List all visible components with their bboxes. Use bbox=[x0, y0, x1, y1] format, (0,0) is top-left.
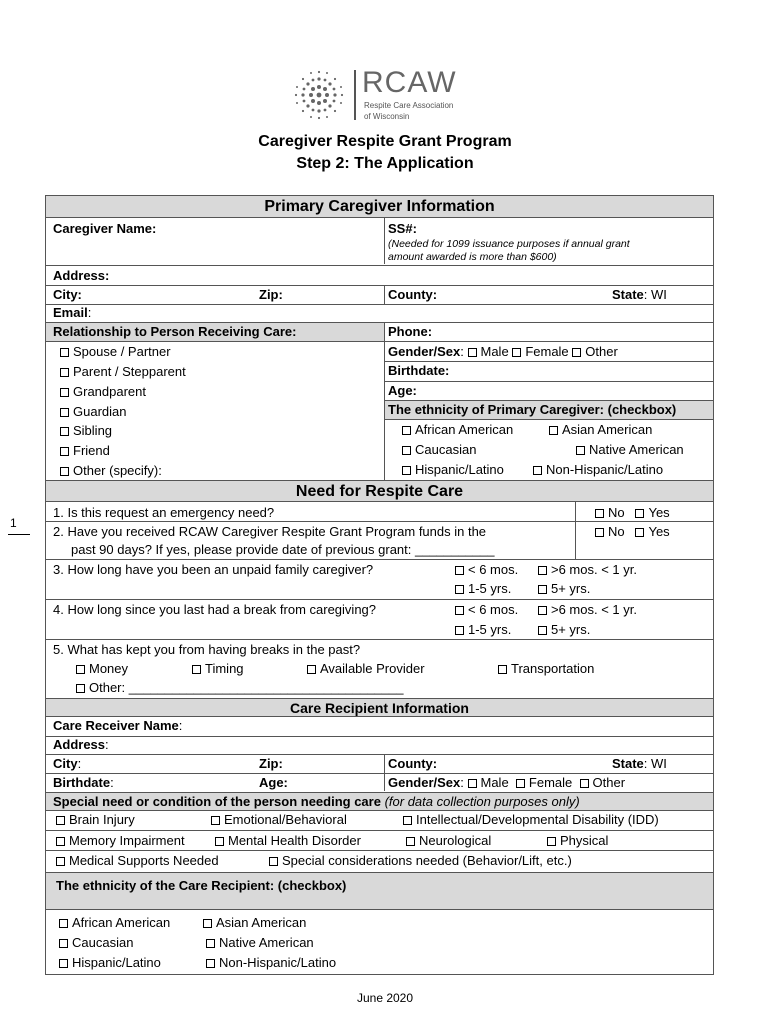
checkbox[interactable] bbox=[402, 426, 411, 435]
checkbox[interactable] bbox=[403, 816, 412, 825]
logo-subtitle-1: Respite Care Association bbox=[364, 101, 454, 110]
special-option[interactable]: Physical bbox=[547, 833, 608, 849]
relationship-option[interactable]: Other (specify): bbox=[60, 463, 162, 479]
checkbox[interactable] bbox=[635, 509, 644, 518]
receiver-address-field[interactable]: Address: bbox=[53, 737, 109, 752]
recipient-ethnicity-option[interactable]: Hispanic/Latino bbox=[59, 955, 161, 971]
county-label[interactable]: County: bbox=[388, 287, 438, 302]
q2-text-1: 2. Have you received RCAW Caregiver Respite Grant Program funds in the bbox=[53, 524, 487, 539]
checkbox[interactable] bbox=[60, 447, 69, 456]
duration-option[interactable]: >6 mos. < 1 yr. bbox=[538, 562, 637, 578]
ss-label[interactable]: SS#: bbox=[388, 221, 417, 236]
duration-option[interactable]: 5+ yrs. bbox=[538, 581, 590, 597]
state-value: : WI bbox=[643, 287, 667, 302]
recipient-ethnicity-option[interactable]: African American bbox=[59, 915, 170, 931]
checkbox[interactable] bbox=[59, 939, 68, 948]
checkbox[interactable] bbox=[60, 368, 69, 377]
checkbox[interactable] bbox=[60, 388, 69, 397]
recipient-ethnicity-option[interactable]: Non-Hispanic/Latino bbox=[206, 955, 336, 971]
special-option[interactable]: Mental Health Disorder bbox=[215, 833, 361, 849]
gender-field: Gender/Sex: Male Female Other bbox=[388, 344, 618, 359]
q5-text: 5. What has kept you from having breaks in the past? bbox=[53, 642, 361, 657]
checkbox[interactable] bbox=[538, 606, 547, 615]
ethnicity-option[interactable]: Non-Hispanic/Latino bbox=[533, 462, 663, 478]
checkbox[interactable] bbox=[215, 837, 224, 846]
q4-text: 4. How long since you last had a break from caregiving? bbox=[53, 602, 377, 617]
relationship-option[interactable]: Friend bbox=[60, 443, 110, 459]
state-label: State bbox=[612, 287, 644, 302]
special-option[interactable]: Memory Impairment bbox=[56, 833, 185, 849]
special-option[interactable]: Intellectual/Developmental Disability (IDD) bbox=[403, 812, 659, 828]
checkbox[interactable] bbox=[533, 466, 542, 475]
ethnicity-option[interactable]: African American bbox=[402, 422, 513, 438]
q2-text-2[interactable]: past 90 days? If yes, please provide date of previous grant: ___________ bbox=[71, 542, 495, 557]
receiver-age-label[interactable]: Age: bbox=[259, 775, 288, 790]
recipient-heading: Care Recipient Information bbox=[46, 698, 713, 717]
checkbox[interactable] bbox=[60, 427, 69, 436]
special-option[interactable]: Brain Injury bbox=[56, 812, 135, 828]
recipient-ethnicity-option[interactable]: Native American bbox=[206, 935, 314, 951]
reason-option[interactable]: Timing bbox=[192, 661, 244, 677]
ethnicity-option[interactable]: Native American bbox=[576, 442, 684, 458]
zip-label[interactable]: Zip: bbox=[259, 287, 283, 302]
application-form bbox=[45, 195, 714, 975]
checkbox[interactable] bbox=[402, 466, 411, 475]
checkbox[interactable] bbox=[56, 837, 65, 846]
reason-option[interactable]: Available Provider bbox=[307, 661, 425, 677]
city-label[interactable]: City: bbox=[53, 287, 82, 302]
checkbox[interactable] bbox=[60, 348, 69, 357]
footnote-number: 1 bbox=[10, 516, 17, 530]
birthdate-label[interactable]: Birthdate: bbox=[388, 363, 450, 378]
checkbox[interactable] bbox=[468, 779, 477, 788]
relationship-option[interactable]: Guardian bbox=[60, 404, 126, 420]
page-title: Caregiver Respite Grant Program bbox=[258, 133, 512, 150]
checkbox[interactable] bbox=[516, 779, 525, 788]
checkbox[interactable] bbox=[203, 919, 212, 928]
need-heading: Need for Respite Care bbox=[46, 480, 713, 502]
checkbox[interactable] bbox=[59, 919, 68, 928]
q2-answers: No Yes bbox=[595, 524, 670, 540]
checkbox[interactable] bbox=[211, 816, 220, 825]
relationship-label: Relationship to Person Receiving Care: bbox=[53, 324, 297, 339]
receiver-birthdate-field[interactable]: Birthdate: bbox=[53, 775, 114, 790]
checkbox[interactable] bbox=[455, 585, 464, 594]
ethnicity-option[interactable]: Asian American bbox=[549, 422, 652, 438]
primary-caregiver-heading: Primary Caregiver Information bbox=[46, 196, 713, 218]
state-field bbox=[612, 287, 667, 303]
duration-option[interactable]: 1-5 yrs. bbox=[455, 622, 511, 638]
checkbox[interactable] bbox=[547, 837, 556, 846]
checkbox[interactable] bbox=[56, 857, 65, 866]
email-label: Email bbox=[53, 305, 88, 320]
checkbox[interactable] bbox=[406, 837, 415, 846]
q1-answers: No Yes bbox=[595, 505, 670, 521]
page-subtitle: Step 2: The Application bbox=[296, 155, 474, 172]
sunburst-dots-icon bbox=[294, 70, 344, 120]
receiver-state-field: State: WI bbox=[612, 756, 667, 771]
checkbox[interactable] bbox=[635, 528, 644, 537]
recipient-ethnicity-option[interactable]: Caucasian bbox=[59, 935, 133, 951]
ethnicity-option[interactable]: Caucasian bbox=[402, 442, 476, 458]
duration-option[interactable]: 5+ yrs. bbox=[538, 622, 590, 638]
ethnicity-option[interactable]: Hispanic/Latino bbox=[402, 462, 504, 478]
checkbox[interactable] bbox=[576, 446, 585, 455]
logo-divider bbox=[354, 70, 356, 120]
checkbox[interactable] bbox=[498, 665, 507, 674]
receiver-city-field[interactable]: City: bbox=[53, 756, 82, 771]
address-label[interactable]: Address: bbox=[53, 268, 110, 283]
checkbox[interactable] bbox=[206, 959, 215, 968]
age-label[interactable]: Age: bbox=[388, 383, 417, 398]
special-option[interactable]: Special considerations needed (Behavior/Lift, etc.) bbox=[269, 853, 572, 869]
phone-label[interactable]: Phone: bbox=[388, 324, 433, 339]
checkbox[interactable] bbox=[60, 467, 69, 476]
checkbox[interactable] bbox=[455, 566, 464, 575]
q3-text: 3. How long have you been an unpaid family caregiver? bbox=[53, 562, 374, 577]
special-need-heading: Special need or condition of the person needing care (for data collection purposes only) bbox=[53, 794, 580, 809]
ss-note-2: amount awarded is more than $600) bbox=[388, 251, 557, 263]
checkbox[interactable] bbox=[206, 939, 215, 948]
receiver-name-field[interactable]: Care Receiver Name: bbox=[53, 718, 183, 733]
duration-option[interactable]: >6 mos. < 1 yr. bbox=[538, 602, 637, 618]
ss-note-1: (Needed for 1099 issuance purposes if annual grant bbox=[388, 238, 630, 250]
checkbox[interactable] bbox=[468, 348, 477, 357]
special-option[interactable]: Medical Supports Needed bbox=[56, 853, 219, 869]
checkbox[interactable] bbox=[572, 348, 581, 357]
checkbox[interactable] bbox=[455, 626, 464, 635]
receiver-county-label[interactable]: County: bbox=[388, 756, 438, 771]
special-option[interactable]: Neurological bbox=[406, 833, 491, 849]
checkbox[interactable] bbox=[538, 626, 547, 635]
checkbox[interactable] bbox=[59, 959, 68, 968]
relationship-option[interactable]: Sibling bbox=[60, 423, 112, 439]
duration-option[interactable]: 1-5 yrs. bbox=[455, 581, 511, 597]
checkbox[interactable] bbox=[76, 665, 85, 674]
caregiver-name-label[interactable]: Caregiver Name: bbox=[53, 221, 157, 236]
relationship-option[interactable]: Grandparent bbox=[60, 384, 146, 400]
duration-option[interactable]: < 6 mos. bbox=[455, 602, 518, 618]
duration-option[interactable]: < 6 mos. bbox=[455, 562, 518, 578]
reason-option[interactable]: Transportation bbox=[498, 661, 594, 677]
page-footer-date: June 2020 bbox=[356, 991, 414, 1005]
checkbox[interactable] bbox=[549, 426, 558, 435]
reason-other[interactable]: Other: ______________________________________ bbox=[76, 680, 403, 696]
relationship-option[interactable]: Spouse / Partner bbox=[60, 344, 171, 360]
checkbox[interactable] bbox=[512, 348, 521, 357]
recipient-ethnicity-option[interactable]: Asian American bbox=[203, 915, 306, 931]
footnote-line bbox=[8, 534, 30, 535]
checkbox[interactable] bbox=[538, 585, 547, 594]
logo-subtitle-2: of Wisconsin bbox=[364, 112, 410, 121]
checkbox[interactable] bbox=[56, 816, 65, 825]
checkbox[interactable] bbox=[580, 779, 589, 788]
checkbox[interactable] bbox=[595, 509, 604, 518]
checkbox[interactable] bbox=[595, 528, 604, 537]
checkbox[interactable] bbox=[402, 446, 411, 455]
checkbox[interactable] bbox=[60, 408, 69, 417]
receiver-zip-label[interactable]: Zip: bbox=[259, 756, 283, 771]
checkbox[interactable] bbox=[307, 665, 316, 674]
logo-name: RCAW bbox=[362, 66, 457, 99]
caregiver-ethnicity-heading: The ethnicity of Primary Caregiver: (checkbox) bbox=[388, 402, 677, 417]
special-option[interactable]: Emotional/Behavioral bbox=[211, 812, 347, 828]
recipient-ethnicity-heading: The ethnicity of the Care Recipient: (checkbox) bbox=[56, 878, 347, 893]
email-field[interactable]: Email: bbox=[53, 305, 92, 320]
reason-option[interactable]: Money bbox=[76, 661, 128, 677]
checkbox[interactable] bbox=[538, 566, 547, 575]
relationship-option[interactable]: Parent / Stepparent bbox=[60, 364, 186, 380]
checkbox[interactable] bbox=[192, 665, 201, 674]
receiver-gender-field: Gender/Sex: Male Female Other bbox=[388, 775, 626, 790]
checkbox[interactable] bbox=[455, 606, 464, 615]
rcaw-logo bbox=[294, 66, 484, 126]
checkbox[interactable] bbox=[269, 857, 278, 866]
q1-text: 1. Is this request an emergency need? bbox=[53, 505, 275, 520]
checkbox[interactable] bbox=[76, 684, 85, 693]
